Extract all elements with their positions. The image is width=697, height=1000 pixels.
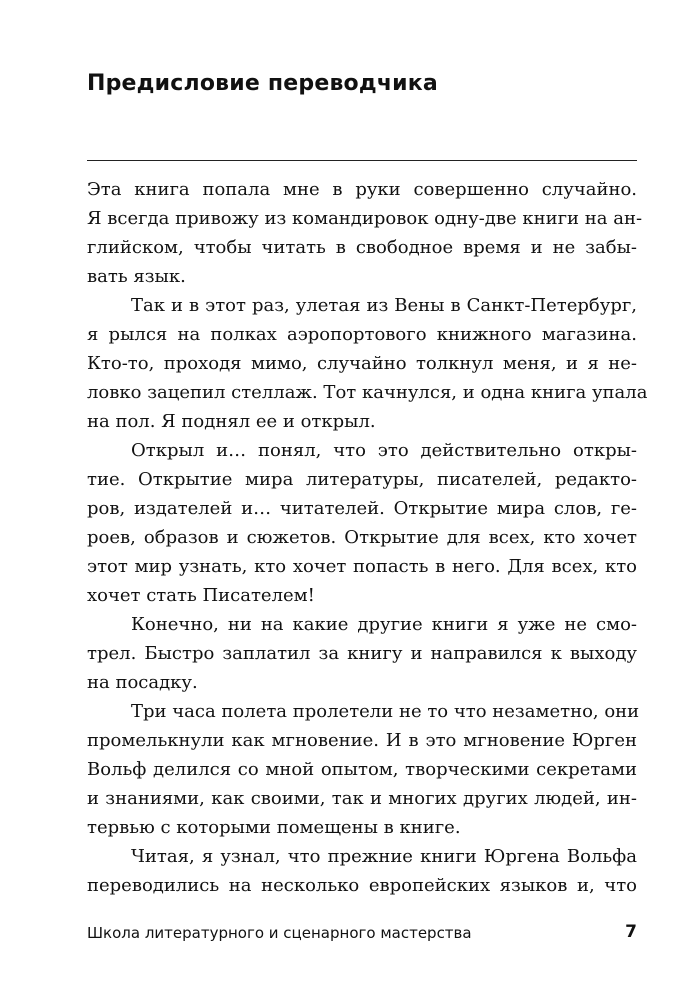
text-line: Я всегда привожу из командировок одну-две книги на ан-	[87, 208, 643, 229]
text-line: и знаниями, как своими, так и многих других людей, ин-	[87, 788, 637, 809]
text-line: вать язык.	[87, 266, 186, 287]
text-line: тервью с которыми помещены в книге.	[87, 817, 461, 838]
heading-divider	[87, 160, 637, 161]
text-line: ловко зацепил стеллаж. Тот качнулся, и одна книга упала	[87, 382, 648, 403]
chapter-heading: Предисловие переводчика	[87, 71, 438, 96]
text-line: Конечно, ни на какие другие книги я уже не смо-	[131, 614, 637, 635]
text-line: Эта книга попала мне в руки совершенно случайно.	[87, 179, 637, 200]
text-line: глийском, чтобы читать в свободное время и не забы-	[87, 237, 637, 258]
text-line: Читая, я узнал, что прежние книги Юргена Вольфа	[131, 846, 637, 867]
text-line: роев, образов и сюжетов. Открытие для всех, кто хочет	[87, 527, 637, 548]
text-line: ров, издателей и… читателей. Открытие мира слов, ге-	[87, 498, 637, 519]
text-line: Кто-то, проходя мимо, случайно толкнул меня, и я не-	[87, 353, 637, 374]
text-line: Так и в этот раз, улетая из Вены в Санкт-Петербург,	[131, 295, 637, 316]
text-line: переводились на несколько европейских языков и, что	[87, 875, 637, 896]
text-line: промелькнули как мгновение. И в это мгновение Юрген	[87, 730, 637, 751]
text-line: Вольф делился со мной опытом, творческими секретами	[87, 759, 637, 780]
text-line: тие. Открытие мира литературы, писателей, редакто-	[87, 469, 637, 490]
text-line: Три часа полета пролетели не то что незаметно, они	[131, 701, 640, 722]
text-line: Открыл и… понял, что это действительно откры-	[131, 440, 637, 461]
text-line: я рылся на полках аэропортового книжного магазина.	[87, 324, 637, 345]
text-line: на посадку.	[87, 672, 198, 693]
text-line: хочет стать Писателем!	[87, 585, 315, 606]
page-number: 7	[625, 922, 637, 942]
running-footer-title: Школа литературного и сценарного мастерства	[87, 924, 472, 942]
text-line: этот мир узнать, кто хочет попасть в него. Для всех, кто	[87, 556, 637, 577]
text-line: трел. Быстро заплатил за книгу и направился к выходу	[87, 643, 637, 664]
body-text	[87, 175, 648, 900]
text-line: на пол. Я поднял ее и открыл.	[87, 411, 376, 432]
